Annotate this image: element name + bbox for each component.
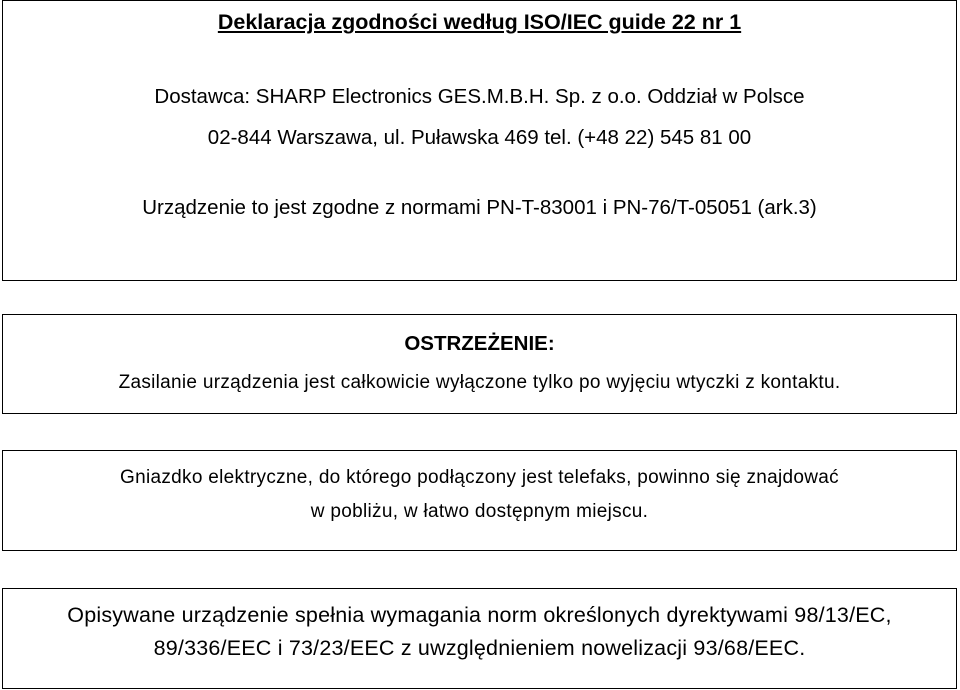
compliance-line: Urządzenie to jest zgodne z normami PN-T-83001 i PN-76/T-05051 (ark.3) [142,196,817,219]
socket-note-line1: Gniazdko elektryczne, do którego podłączony jest telefaks, powinno się znajdować [120,467,839,488]
warning-heading: OSTRZEŻENIE: [404,332,555,355]
address-line: 02-844 Warszawa, ul. Puławska 469 tel. (+48 22) 545 81 00 [207,126,752,149]
declaration-box [2,0,957,281]
warning-text: Zasilanie urządzenia jest całkowicie wyłączone tylko po wyjęciu wtyczki z kontaktu. [118,372,841,393]
directives-line2: 89/336/EEC i 73/23/EEC z uwzględnieniem nowelizacji 93/68/EEC. [153,636,806,660]
directives-box [2,588,957,689]
socket-note-box [2,450,957,551]
warning-box [2,314,957,414]
declaration-title: Deklaracja zgodności według ISO/IEC guide 22 nr 1 [217,10,742,34]
socket-note-line2: w pobliżu, w łatwo dostępnym miejscu. [310,501,649,522]
supplier-line: Dostawca: SHARP Electronics GES.M.B.H. Sp. z o.o. Oddział w Polsce [154,85,805,108]
directives-line1: Opisywane urządzenie spełnia wymagania norm określonych dyrektywami 98/13/EC, [67,603,892,627]
